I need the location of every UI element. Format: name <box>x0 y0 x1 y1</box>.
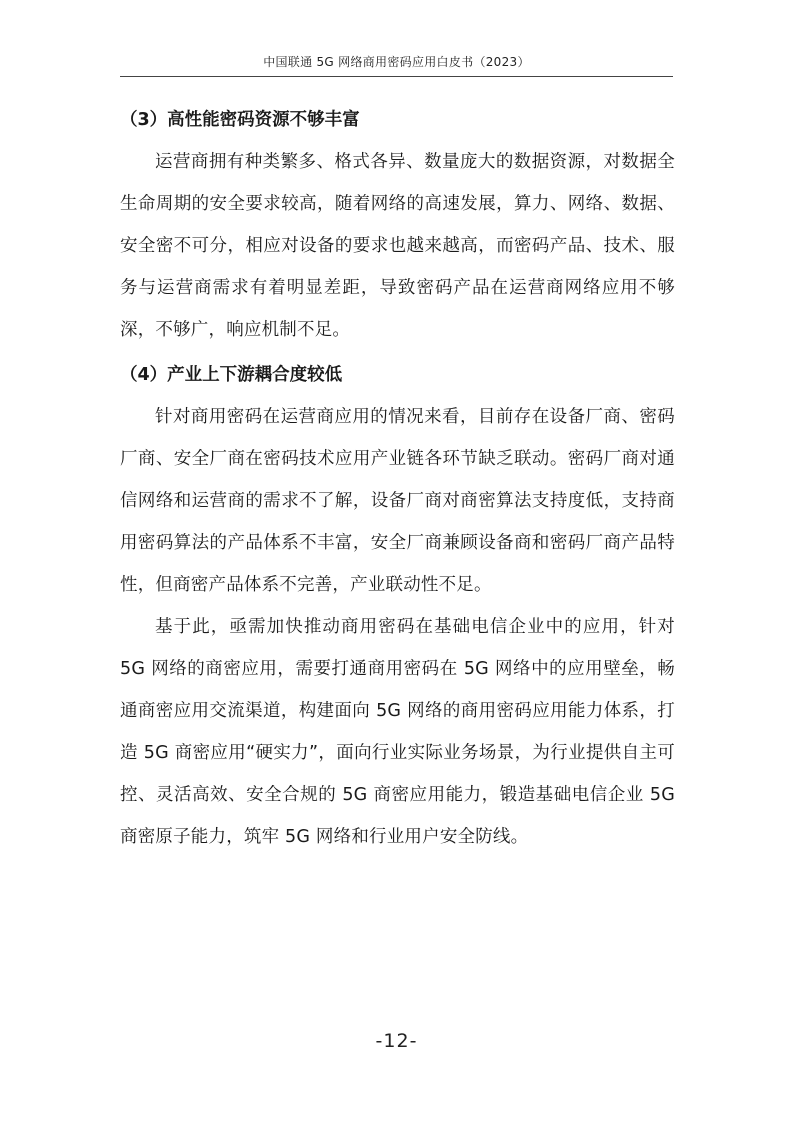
header-divider <box>120 76 673 77</box>
section-heading: （3）高性能密码资源不够丰富 <box>120 110 360 130</box>
section-4 <box>120 351 675 858</box>
body-paragraph: 运营商拥有种类繁多、格式各异、数量庞大的数据资源，对数据全生命周期的安全要求较高，随着网络的高速发展，算力、网络、数据、安全密不可分，相应对设备的要求也越来越高，而密码产品、技术、服务与运营商需求有着明显差距，导致密码产品在运营商网络应用不够深，不够广，响应机制不足。 <box>120 152 675 340</box>
section-3 <box>120 96 675 351</box>
section-heading: （4）产业上下游耦合度较低 <box>120 365 343 385</box>
body-paragraph: 针对商用密码在运营商应用的情况来看，目前存在设备厂商、密码厂商、安全厂商在密码技术应用产业链各环节缺乏联动。密码厂商对通信网络和运营商的需求不了解，设备厂商对商密算法支持度低，支持商用密码算法的产品体系不丰富，安全厂商兼顾设备商和密码厂商产品特性，但商密产品体系不完善，产业联动性不足。 <box>120 407 675 595</box>
body-paragraph: 基于此，亟需加快推动商用密码在基础电信企业中的应用，针对 5G 网络的商密应用，需要打通商用密码在 5G 网络中的应用壁垒，畅通商密应用交流渠道，构建面向 5G 网络的商用密码应用能力体系，打造 5G 商密应用“硬实力”，面向行业实际业务场景，为行业提供自主可控、灵活高效、安全合规的 5G 商密应用能力，锻造基础电信企业 5G 商密原子能力，筑牢 5G 网络和行业用户安全防线。 <box>120 617 675 847</box>
page-body <box>120 96 675 858</box>
running-header: 中国联通 5G 网络商用密码应用白皮书（2023） <box>263 55 530 69</box>
page-number: -12- <box>375 1030 418 1052</box>
